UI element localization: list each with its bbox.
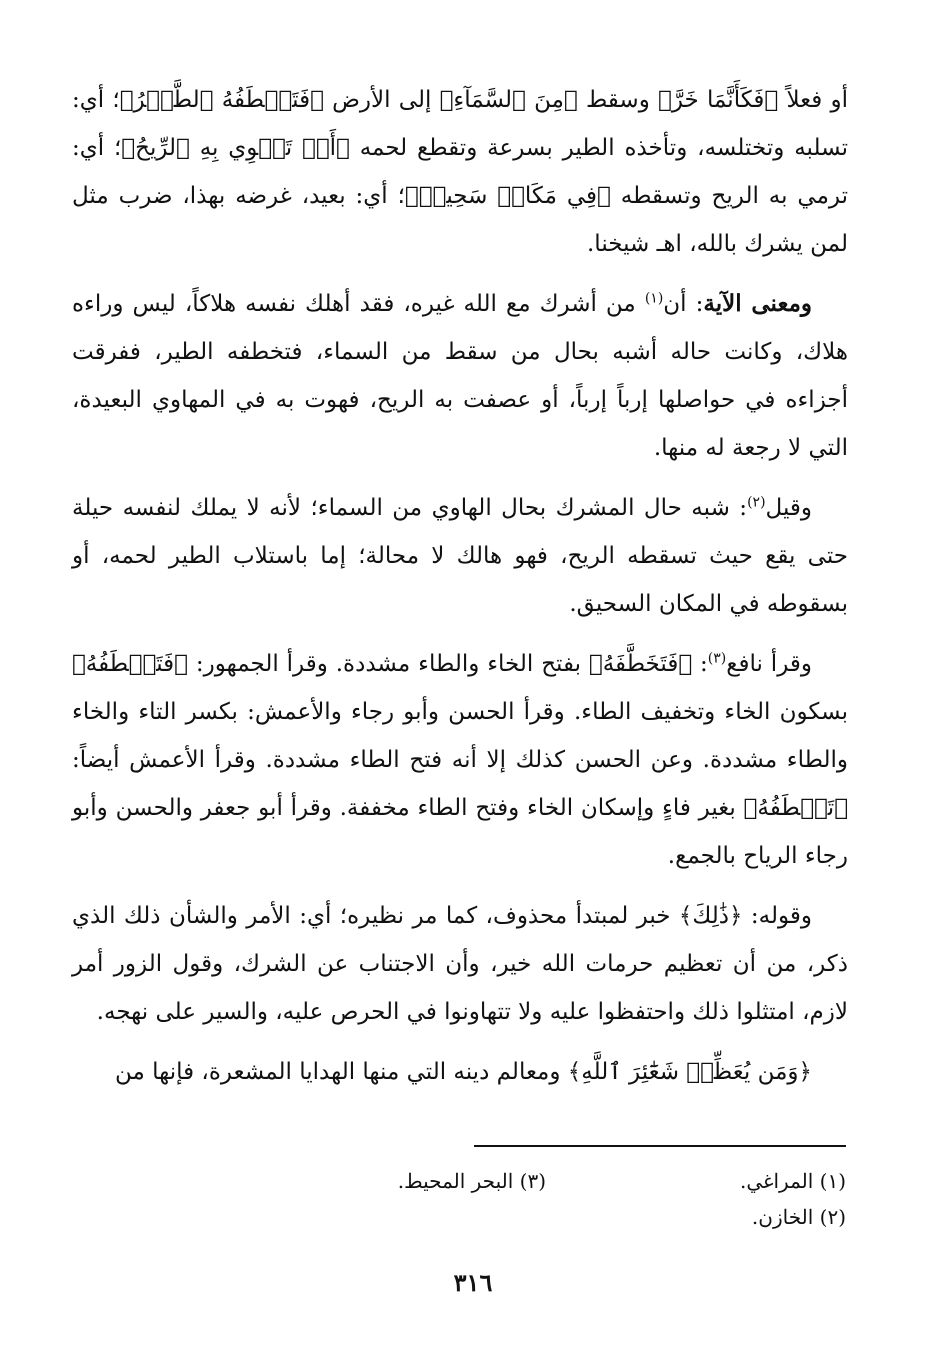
footnote-1: (١) المراغي. bbox=[739, 1169, 846, 1193]
paragraph-5 bbox=[72, 892, 848, 1036]
footnotes bbox=[246, 1163, 846, 1235]
footnote-2: (٢) الخازن. bbox=[751, 1205, 846, 1229]
paragraph-6 bbox=[72, 1048, 848, 1096]
paragraph-2-text-a: : أن bbox=[663, 291, 704, 317]
paragraph-4 bbox=[72, 640, 848, 880]
main-text bbox=[72, 76, 848, 1108]
footnote-ref-3[interactable]: (٣) bbox=[707, 650, 727, 667]
page-number: ٣١٦ bbox=[453, 1268, 493, 1297]
paragraph-4-text-b: : ﴿فَتَخَطَّفَهُ﴾ بفتح الخاء والطاء مشددة. وقرأ الجمهور: ﴿فَتَخۡطَفُهُ﴾ بسكون الخاء وتخفيف الطاء. وقرأ الحسن وأبو رجاء والأعمش: بكسر التاء والخاء والطاء مشددة. وعن الحسن كذلك إلا أنه فتح الطاء مشددة. وقرأ الأعمش أيضاً: ﴿تَخۡطَفُهُ﴾ بغير فاءٍ وإسكان الخاء وفتح الطاء مخففة. وقرأ أبو جعفر والحسن وأبو رجاء الرياح بالجمع. bbox=[72, 651, 848, 869]
paragraph-3-text-b: : شبه حال المشرك بحال الهاوي من السماء؛ لأنه لا يملك لنفسه حيلة حتى يقع حيث تسقطه الريح، فهو هالك لا محالة؛ إما باستلاب الطير لحمه، أو بسقوطه في المكان السحيق. bbox=[72, 495, 848, 617]
paragraph-1-text: أو فعلاً ﴿فَكَأَنَّمَا خَرَّ﴾ وسقط ﴿مِنَ ٱلسَّمَآءِ﴾ إلى الأرض ﴿فَتَخۡطَفُهُ ٱلطَّيۡرُ﴾؛ أي: تسلبه وتختلسه، وتأخذه الطير بسرعة وتقطع لحمه ﴿أَوۡ تَهۡوِي بِهِ ٱلرِّيحُ﴾؛ أي: ترمي به الريح وتسقطه ﴿فِي مَكَانٖ سَحِيقٖ﴾؛ أي: بعيد، غرضه بهذا، ضرب مثل لمن يشرك بالله، اهـ شيخنا. bbox=[72, 87, 848, 257]
paragraph-5-text: وقوله: ﴿ذَٰلِكَ﴾ خبر لمبتدأ محذوف، كما مر نظيره؛ أي: الأمر والشأن ذلك الذي ذكر، من أن تعظيم حرمات الله خير، وأن الاجتناب عن الشرك، وقول الزور أمر لازم، امتثلوا ذلك واحتفظوا عليه ولا تتهاونوا في الحرص عليه، والسير على نهجه. bbox=[72, 903, 848, 1025]
paragraph-2 bbox=[72, 280, 848, 472]
footnote-ref-1[interactable]: (١) bbox=[644, 290, 664, 307]
footnote-row-2 bbox=[246, 1199, 846, 1235]
paragraph-4-text-a: وقرأ نافع bbox=[726, 651, 812, 677]
footnote-row-1 bbox=[246, 1163, 846, 1199]
paragraph-6-text: ﴿وَمَن يُعَظِّمۡ شَعَٰٓئِرَ ٱللَّهِ﴾ ومعالم دينه التي منها الهدايا المشعرة، فإنها من bbox=[114, 1059, 812, 1085]
paragraph-2-text-b: من أشرك مع الله غيره، فقد أهلك نفسه هلاكاً، ليس وراءه هلاك، وكانت حاله أشبه بحال من سقط من السماء، فتخطفه الطير، ففرقت أجزاءه في حواصلها إرباً إرباً، أو عصفت به الريح، فهوت به في المهاوي البعيدة، التي لا رجعة له منها. bbox=[72, 291, 848, 461]
footnote-separator bbox=[474, 1145, 846, 1147]
paragraph-3-text-a: وقيل bbox=[765, 495, 812, 521]
paragraph-3 bbox=[72, 484, 848, 628]
paragraph-2-lead: ومعنى الآية bbox=[703, 290, 812, 317]
footnote-3: (٣) البحر المحيط. bbox=[397, 1169, 546, 1193]
footnote-ref-2[interactable]: (٢) bbox=[747, 494, 766, 511]
paragraph-1 bbox=[72, 76, 848, 268]
